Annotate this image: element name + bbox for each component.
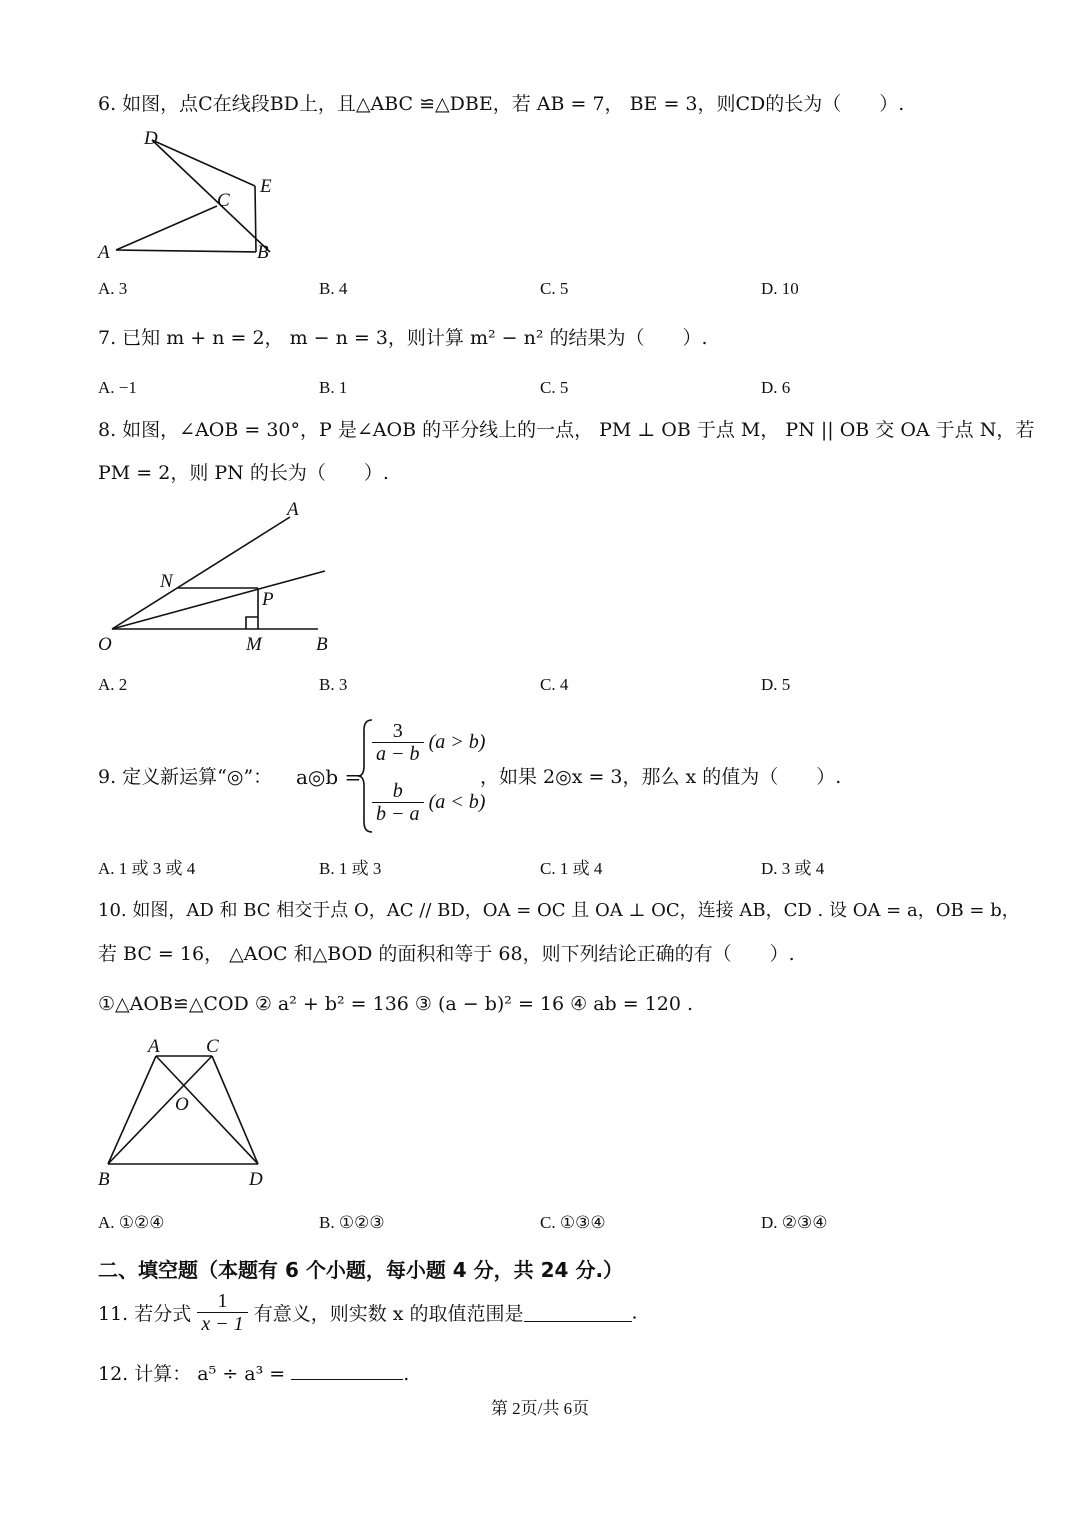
q6-option-b: B. 4: [319, 279, 348, 298]
q9-case-2-den: b − a: [372, 802, 424, 825]
q8-option-c: C. 4: [540, 675, 569, 694]
q9-suffix: ，如果 2◎x = 3，那么 x 的值为（ ）.: [480, 766, 842, 788]
q8-option-a: A. 2: [98, 675, 128, 694]
q9-case-2-num: b: [392, 780, 403, 802]
q9-option-a: A. 1 或 3 或 4: [98, 859, 196, 878]
fig10-label-a: A: [148, 1036, 160, 1057]
fig8-label-n: N: [160, 571, 173, 592]
q9-option-b: B. 1 或 3: [319, 859, 382, 878]
fig10-label-o: O: [175, 1094, 189, 1115]
q9-case-2-fraction: [372, 780, 424, 825]
q10-option-c: C. ①③④: [540, 1213, 606, 1232]
q9-case-1-fraction: [372, 720, 424, 765]
q9-case-1-cond: (a > b): [428, 731, 486, 753]
question-8-line-2: PM = 2，则 PN 的长为（ ）.: [98, 462, 389, 484]
fig10-label-b: B: [98, 1169, 110, 1190]
question-8-figure: [90, 495, 340, 660]
q7-option-a: A. −1: [98, 378, 137, 397]
q12-end: .: [403, 1363, 410, 1385]
question-8-line-1: 8. 如图，∠AOB = 30°，P 是∠AOB 的平分线上的一点， PM ⊥ OB 于点 M， PN || OB 交 OA 于点 N，若: [98, 419, 1035, 441]
question-12: [98, 1361, 409, 1386]
q6-option-c: C. 5: [540, 279, 569, 298]
q6-option-d: D. 10: [761, 279, 799, 298]
q9-case-1-num: 3: [392, 720, 403, 742]
q11-num: 1: [217, 1290, 228, 1312]
q9-option-d: D. 3 或 4: [761, 859, 825, 878]
fig10-label-d: D: [249, 1169, 263, 1190]
q9-case-1: [372, 720, 485, 765]
q11-end: .: [631, 1301, 638, 1324]
fig8-label-m: M: [246, 634, 262, 655]
q10-option-d: D. ②③④: [761, 1213, 828, 1232]
q7-option-c: C. 5: [540, 378, 569, 397]
q9-lhs: a◎b =: [296, 765, 362, 789]
q9-case-2: [372, 780, 485, 825]
question-10-line-1: 10. 如图，AD 和 BC 相交于点 O，AC // BD，OA = OC 且 OA ⊥ OC，连接 AB，CD . 设 OA = a，OB = b，: [98, 900, 1020, 921]
q11-answer-blank[interactable]: [524, 1303, 632, 1322]
q11-fraction: [197, 1290, 247, 1335]
fig6-label-b: B: [257, 242, 269, 263]
question-11: [98, 1290, 638, 1335]
fig8-label-b: B: [316, 634, 328, 655]
q12-prefix: 12. 计算： a⁵ ÷ a³ =: [98, 1363, 286, 1385]
fig10-label-c: C: [206, 1036, 219, 1057]
question-9-prefix: 9. 定义新运算“◎”：: [98, 766, 273, 788]
q11-suffix: 有意义，则实数 x 的取值范围是: [253, 1303, 524, 1325]
question-7-text: 7. 已知 m + n = 2， m − n = 3，则计算 m² − n² 的结果为（ ）.: [98, 327, 708, 349]
q12-answer-blank[interactable]: [291, 1361, 403, 1380]
q10-option-a: A. ①②④: [98, 1213, 165, 1232]
section-2-title: 二、填空题（本题有 6 个小题，每小题 4 分，共 24 分.）: [98, 1258, 624, 1282]
fig8-label-o: O: [98, 634, 112, 655]
question-10-line-2: 若 BC = 16， △AOC 和△BOD 的面积和等于 68，则下列结论正确的有（ ）.: [98, 943, 795, 965]
q7-option-b: B. 1: [319, 378, 348, 397]
q9-case-1-den: a − b: [372, 742, 424, 765]
fig6-label-c: C: [217, 190, 230, 211]
fig6-label-d: D: [144, 128, 158, 149]
q8-option-d: D. 5: [761, 675, 791, 694]
fig6-label-e: E: [260, 176, 272, 197]
question-6-text: 6. 如图，点C在线段BD上，且△ABC ≌△DBE，若 AB = 7， BE = 3，则CD的长为（ ）.: [98, 93, 905, 115]
q9-case-2-cond: (a < b): [428, 791, 486, 813]
question-10-figure: [92, 1032, 282, 1192]
q11-den: x − 1: [197, 1312, 247, 1335]
page-footer: 第 2页/共 6页: [490, 1399, 590, 1418]
question-10-line-3: ①△AOB≌△COD ② a² + b² = 136 ③ (a − b)² = 16 ④ ab = 120 .: [98, 993, 694, 1015]
fig8-label-a: A: [287, 499, 299, 520]
question-6-figure: [90, 122, 300, 267]
q6-option-a: A. 3: [98, 279, 128, 298]
q9-option-c: C. 1 或 4: [540, 859, 603, 878]
q11-prefix: 11. 若分式: [98, 1303, 192, 1325]
q8-option-b: B. 3: [319, 675, 348, 694]
q10-option-b: B. ①②③: [319, 1213, 385, 1232]
q7-option-d: D. 6: [761, 378, 791, 397]
fig8-label-p: P: [262, 589, 274, 610]
fig6-label-a: A: [98, 242, 110, 263]
